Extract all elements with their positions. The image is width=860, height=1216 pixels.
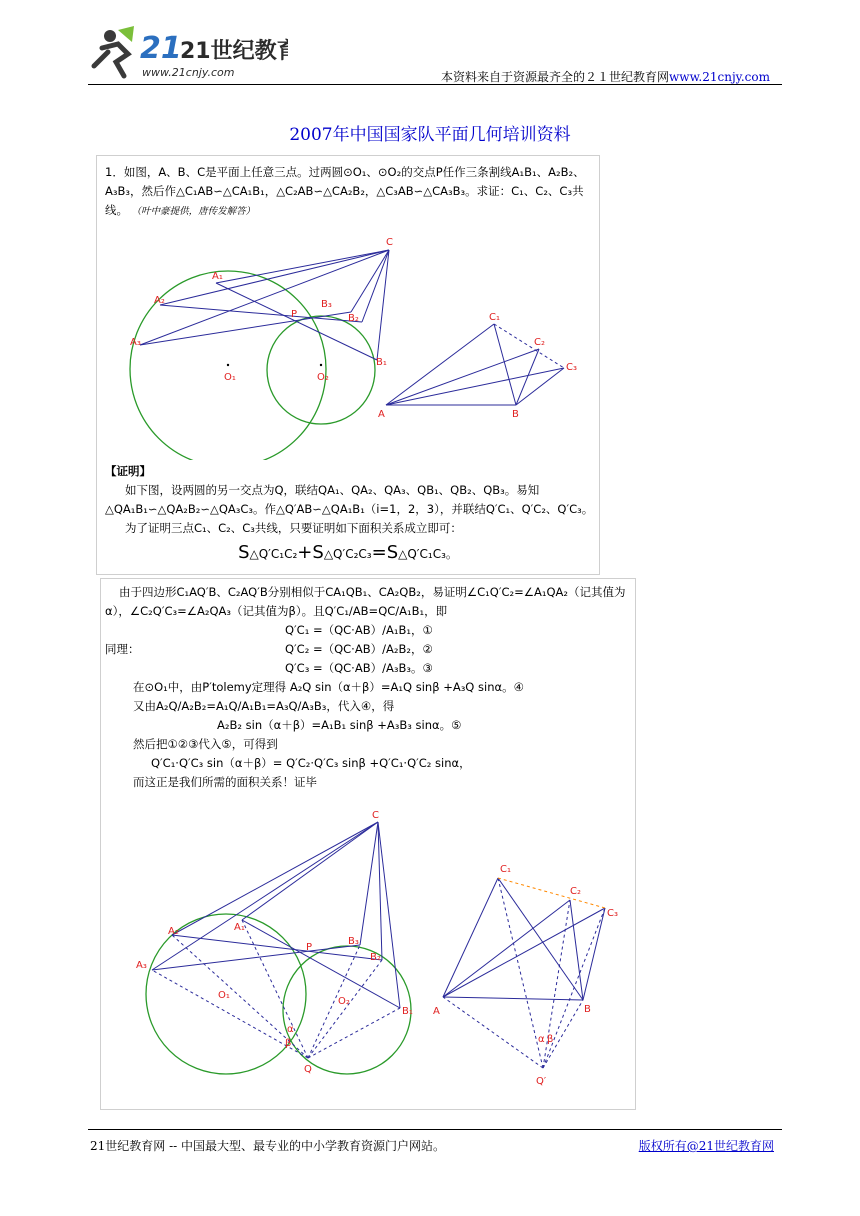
problem-statement: 1．如图，A、B、C是平面上任意三点。过两圆⊙O₁、⊙O₂的交点P任作三条割线A₁B₁、A₂B₂、A₃B₃，然后作△C₁AB∽△CA₁B₁，△C₂AB∽△CA₂B₂，△C₃AB∽△CA₃B₃。求证：C₁、C₂、C₃共线。: [105, 165, 585, 217]
label-c: C: [386, 237, 393, 248]
line-c-a2-2: [172, 822, 378, 935]
label-a2: A₂: [154, 295, 165, 306]
label-a: A: [378, 409, 385, 420]
footer-text: 21世纪教育网 -- 中国最大型、最专业的中小学教育资源门户网站。: [90, 1139, 446, 1153]
proof2-line-1: 由于四边形C₁AQ′B、C₂AQ′B分别相似于CA₁QB₁、CA₂QB₂，易证明∠C₁Q′C₂=∠A₁QA₂（记其值为α），∠C₂Q′C₃=∠A₂QA₃（记其值为β）。且Q′C₁/AB=QC/A₁B₁，即: [105, 585, 626, 618]
header-note: [441, 68, 770, 85]
svg-text:21世纪教育: 21世纪教育: [180, 39, 288, 64]
label-c-2: C: [372, 810, 379, 821]
formula-term-3: △Q′C₁C₃: [398, 547, 446, 561]
formula-eq: =: [371, 542, 387, 563]
dash-q-b1: [308, 1008, 400, 1058]
line-c-b1-2: [378, 822, 400, 1008]
proof2-ptolemy: 在⊙O₁中，由P′tolemy定理得 A₂Q sin（α＋β）=A₁Q sinβ +A₃Q sinα。④: [133, 680, 524, 694]
line-a1-b1-2: [242, 920, 400, 1008]
line-c-a1-2: [242, 822, 378, 920]
label-c3-2: C₃: [607, 908, 618, 919]
formula-plus: +: [297, 542, 313, 563]
formula-s1: S: [238, 542, 250, 563]
dash-qp-c1: [498, 878, 543, 1068]
proof2-eq-1: Q′C₁ =（QC·AB）/A₁B₁，①: [285, 623, 433, 637]
label-beta: β: [285, 1038, 292, 1049]
line-c-a3: [140, 250, 389, 345]
label-o2: O₂: [317, 372, 329, 383]
proof2-eq-3: Q′C₃ =（QC·AB）/A₃B₃。③: [285, 661, 433, 675]
formula-term-2: △Q′C₂C₃: [323, 547, 372, 561]
proof-line-2: 为了证明三点C₁、C₂、C₃共线，只要证明如下面积关系成立即可：: [125, 521, 462, 535]
label-c1: C₁: [489, 312, 500, 323]
footer-divider: [88, 1129, 782, 1130]
label-c2-2: C₂: [570, 886, 581, 897]
label-c3: C₃: [566, 362, 577, 373]
label-alpha: α: [287, 1024, 294, 1035]
label-beta-2: β: [547, 1034, 554, 1045]
header-url-link[interactable]: www.21cnjy.com: [669, 70, 770, 84]
label-a1: A₁: [212, 271, 223, 282]
label-a1-2: A₁: [234, 922, 245, 933]
proof2-then: 然后把①②③代入⑤，可得到: [133, 737, 278, 751]
site-logo: [88, 22, 288, 82]
label-o2-2: O₂: [338, 996, 350, 1007]
document-title: 2007年中国国家队平面几何培训资料: [289, 125, 571, 145]
label-c1-2: C₁: [500, 864, 511, 875]
label-b: B: [512, 409, 519, 420]
proof2-eq-5: A₂B₂ sin（α＋β）=A₁B₁ sinβ +A₃B₃ sinα。⑤: [217, 718, 462, 732]
proof-figure: [100, 800, 636, 1100]
proof2-result: Q′C₁·Q′C₃ sin（α＋β）= Q′C₂·Q′C₃ sinβ +Q′C₁·Q′C₂ sinα，: [151, 756, 471, 770]
label-b2-2: B₂: [370, 952, 381, 963]
area-formula: [96, 542, 600, 563]
dash-qp-a: [443, 997, 543, 1068]
line-a-c1-2: [443, 878, 498, 997]
label-b3-2: B₃: [348, 936, 359, 947]
proof2-substitution: 又由A₂Q/A₂B₂=A₁Q/A₁B₁=A₃Q/A₃B₃，代入④，得: [133, 699, 395, 713]
line-b-c3-2: [583, 908, 605, 1000]
dash-q-b3: [308, 945, 360, 1058]
label-b1: B₁: [376, 357, 387, 368]
dash-q-b2: [308, 960, 382, 1058]
footer-copyright-link[interactable]: 版权所有@21世纪教育网: [638, 1139, 774, 1153]
proof-section: [105, 462, 595, 538]
label-o1: O₁: [224, 372, 236, 383]
line-a3b3: [140, 312, 351, 345]
proof-continued: [105, 583, 630, 792]
label-alpha-2: α: [538, 1034, 545, 1045]
line-a-b-2: [443, 997, 583, 1000]
problem-figure: [96, 225, 600, 460]
label-b2: B₂: [348, 313, 359, 324]
label-c2: C₂: [534, 337, 545, 348]
proof-heading: 【证明】: [105, 464, 151, 478]
label-a3: A₃: [130, 337, 141, 348]
label-o1-2: O₁: [218, 990, 230, 1001]
proof2-eq-2: Q′C₂ =（QC·AB）/A₂B₂，②: [285, 642, 433, 656]
proof2-similarly: 同理：: [105, 642, 140, 656]
problem-text: [105, 163, 595, 221]
line-a-c1: [386, 324, 494, 405]
label-p: P: [291, 309, 298, 320]
line-a-c3: [386, 368, 564, 405]
label-p-2: P: [306, 942, 313, 953]
header-divider: [88, 84, 782, 85]
label-a2-2: A₂: [168, 926, 179, 937]
line-a-c2: [386, 349, 539, 405]
logo-runner-icon: [88, 22, 288, 82]
header-note-text: 本资料来自于资源最齐全的２１世纪教育网: [441, 70, 670, 84]
line-c-b3-2: [360, 822, 378, 945]
proof2-conclusion: 而这正是我们所需的面积关系！证毕: [133, 775, 317, 789]
formula-s2: S: [312, 542, 324, 563]
dash-q-a1: [242, 920, 308, 1058]
formula-term-1: △Q′C₁C₂: [249, 547, 298, 561]
line-c-a1: [216, 250, 389, 283]
label-q-prime: Q′: [536, 1076, 547, 1087]
formula-s3: S: [386, 542, 399, 563]
circle-o2: [267, 316, 375, 424]
proof-line-1: 如下图，设两圆的另一交点为Q，联结QA₁、QA₂、QA₃、QB₁、QB₂、QB₃。易知△QA₁B₁∽△QA₂B₂∽△QA₃C₃。作△Q′AB∽△QA₁B₁（i=1，2，3），并联结Q′C₁、Q′C₂、Q′C₃。: [105, 483, 594, 516]
problem-credit: （叶中豪提供，唐传发解答）: [131, 206, 256, 217]
label-b-2: B: [584, 1004, 591, 1015]
label-b1-2: B₁: [402, 1006, 413, 1017]
label-a-2: A: [433, 1006, 440, 1017]
svg-text:www.21cnjy.com: www.21cnjy.com: [142, 66, 235, 79]
formula-end: 。: [445, 547, 458, 561]
label-a3-2: A₃: [136, 960, 147, 971]
svg-text:21: 21: [140, 31, 182, 66]
proof2-eq-2-row: [105, 640, 630, 659]
label-b3: B₃: [321, 299, 332, 310]
label-q: Q: [304, 1064, 312, 1075]
dash-c1-c3: [498, 878, 605, 908]
